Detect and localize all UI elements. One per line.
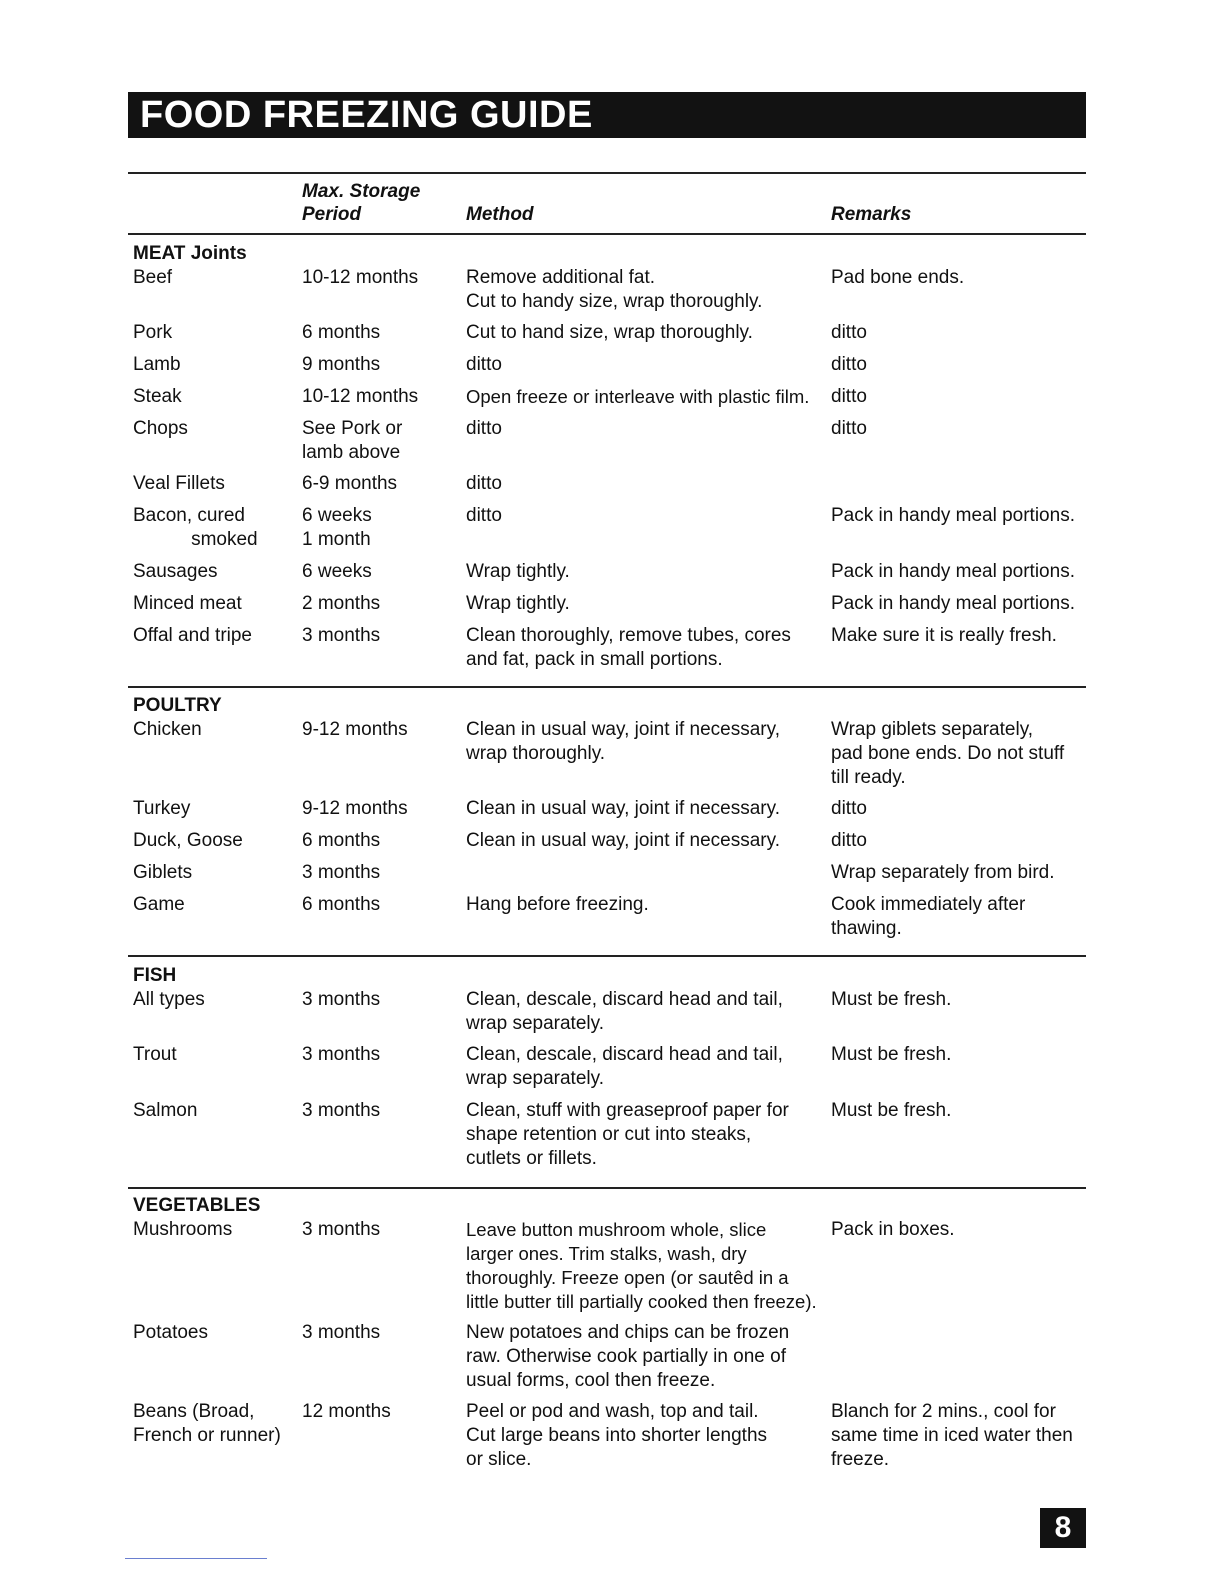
period-cell: 3 months	[302, 625, 381, 646]
item-cell: Chicken	[133, 719, 202, 740]
method-cell: Wrap tightly.	[466, 593, 570, 614]
remarks-cell: Must be fresh.	[831, 989, 952, 1010]
section-title-vegetables: VEGETABLES	[133, 1195, 261, 1216]
item-cell: Duck, Goose	[133, 830, 243, 851]
item-cell: Mushrooms	[133, 1219, 233, 1240]
remarks-cell: Pack in boxes.	[831, 1219, 955, 1240]
period-cell: 9-12 months	[302, 719, 408, 740]
page-number: 8	[1040, 1508, 1086, 1548]
item-cell: Veal Fillets	[133, 473, 225, 494]
method-cell: Remove additional fat. Cut to handy size, wrap thoroughly.	[466, 267, 763, 312]
item-cell: Beef	[133, 267, 173, 288]
remarks-cell: ditto	[831, 386, 867, 407]
period-cell: 9-12 months	[302, 798, 408, 819]
remarks-cell: Must be fresh.	[831, 1044, 952, 1065]
remarks-cell: Pad bone ends.	[831, 267, 965, 288]
remarks-cell: Wrap separately from bird.	[831, 862, 1055, 883]
period-cell: 12 months	[302, 1401, 391, 1422]
method-cell: Hang before freezing.	[466, 894, 649, 915]
item-cell: Trout	[133, 1044, 177, 1065]
method-cell: Clean thoroughly, remove tubes, cores and fat, pack in small portions.	[466, 625, 791, 670]
method-cell: New potatoes and chips can be frozen raw. Otherwise cook partially in one of usual forms, cool then freeze.	[466, 1322, 790, 1391]
period-cell: 6 months	[302, 830, 381, 851]
period-cell: 10-12 months	[302, 386, 419, 407]
remarks-cell: Must be fresh.	[831, 1100, 952, 1121]
remarks-cell: Pack in handy meal portions.	[831, 561, 1075, 582]
period-cell: 6 weeks	[302, 561, 372, 582]
method-cell: Clean in usual way, joint if necessary.	[466, 798, 781, 819]
item-cell: Pork	[133, 322, 173, 343]
section-title-fish: FISH	[133, 965, 177, 986]
item-cell: Minced meat	[133, 593, 242, 614]
remarks-cell: Pack in handy meal portions.	[831, 593, 1075, 614]
footer-underline	[125, 1558, 267, 1559]
method-cell: Clean in usual way, joint if necessary, wrap thoroughly.	[466, 719, 781, 764]
item-cell: Beans (Broad, French or runner)	[133, 1401, 281, 1446]
method-cell: Open freeze or interleave with plastic film.	[466, 386, 810, 407]
remarks-cell: ditto	[831, 418, 867, 439]
remarks-cell: ditto	[831, 322, 867, 343]
period-cell: 10-12 months	[302, 267, 419, 288]
item-cell: Offal and tripe	[133, 625, 253, 646]
method-cell: ditto	[466, 473, 502, 494]
item-cell: All types	[133, 989, 205, 1010]
method-cell: Clean in usual way, joint if necessary.	[466, 830, 781, 851]
period-cell: 6 months	[302, 894, 381, 915]
section-divider	[128, 955, 1086, 957]
method-cell: Cut to hand size, wrap thoroughly.	[466, 322, 753, 343]
method-cell: ditto	[466, 418, 502, 439]
method-cell: ditto	[466, 354, 502, 375]
item-cell: Chops	[133, 418, 188, 439]
period-cell: 6 weeks 1 month	[302, 505, 372, 550]
method-cell: Leave button mushroom whole, slice larger ones. Trim stalks, wash, dry thoroughly. Freeze open (or sautêd in a little butter till partially cooked then freeze).	[466, 1219, 817, 1312]
item-cell: Bacon, cured smoked	[133, 505, 258, 550]
item-cell: Steak	[133, 386, 182, 407]
section-divider	[128, 1187, 1086, 1189]
period-cell: See Pork or lamb above	[302, 418, 403, 463]
method-cell: Wrap tightly.	[466, 561, 570, 582]
header-period: Max. Storage Period	[302, 181, 421, 225]
remarks-cell: Make sure it is really fresh.	[831, 625, 1057, 646]
period-cell: 6 months	[302, 322, 381, 343]
method-cell: Peel or pod and wash, top and tail. Cut large beans into shorter lengths or slice.	[466, 1401, 768, 1470]
item-cell: Giblets	[133, 862, 193, 883]
remarks-cell: ditto	[831, 354, 867, 375]
method-cell: Clean, stuff with greaseproof paper for shape retention or cut into steaks, cutlets or fillets.	[466, 1100, 789, 1169]
method-cell: Clean, descale, discard head and tail, wrap separately.	[466, 989, 783, 1034]
remarks-cell: Blanch for 2 mins., cool for same time in iced water then freeze.	[831, 1401, 1073, 1470]
item-cell: Potatoes	[133, 1322, 208, 1343]
header-method: Method	[466, 204, 534, 225]
method-cell: ditto	[466, 505, 502, 526]
period-cell: 3 months	[302, 1322, 381, 1343]
item-cell: Lamb	[133, 354, 181, 375]
remarks-cell: Cook immediately after thawing.	[831, 894, 1026, 939]
section-title-meat: MEAT Joints	[133, 243, 247, 264]
period-cell: 9 months	[302, 354, 381, 375]
method-cell: Clean, descale, discard head and tail, wrap separately.	[466, 1044, 783, 1089]
remarks-cell: Wrap giblets separately, pad bone ends. Do not stuff till ready.	[831, 719, 1065, 788]
section-title-poultry: POULTRY	[133, 695, 222, 716]
header-remarks: Remarks	[831, 204, 912, 225]
item-cell: Sausages	[133, 561, 218, 582]
period-cell: 2 months	[302, 593, 381, 614]
period-cell: 3 months	[302, 1044, 381, 1065]
remarks-cell: ditto	[831, 798, 867, 819]
period-cell: 3 months	[302, 1219, 381, 1240]
page-title: FOOD FREEZING GUIDE	[128, 92, 1086, 138]
item-cell: Salmon	[133, 1100, 198, 1121]
period-cell: 3 months	[302, 989, 381, 1010]
item-cell: Game	[133, 894, 185, 915]
section-divider	[128, 686, 1086, 688]
remarks-cell: ditto	[831, 830, 867, 851]
period-cell: 3 months	[302, 862, 381, 883]
header-top-rule	[128, 172, 1086, 174]
header-bottom-rule	[128, 233, 1086, 235]
remarks-cell: Pack in handy meal portions.	[831, 505, 1075, 526]
period-cell: 6-9 months	[302, 473, 398, 494]
period-cell: 3 months	[302, 1100, 381, 1121]
item-cell: Turkey	[133, 798, 191, 819]
